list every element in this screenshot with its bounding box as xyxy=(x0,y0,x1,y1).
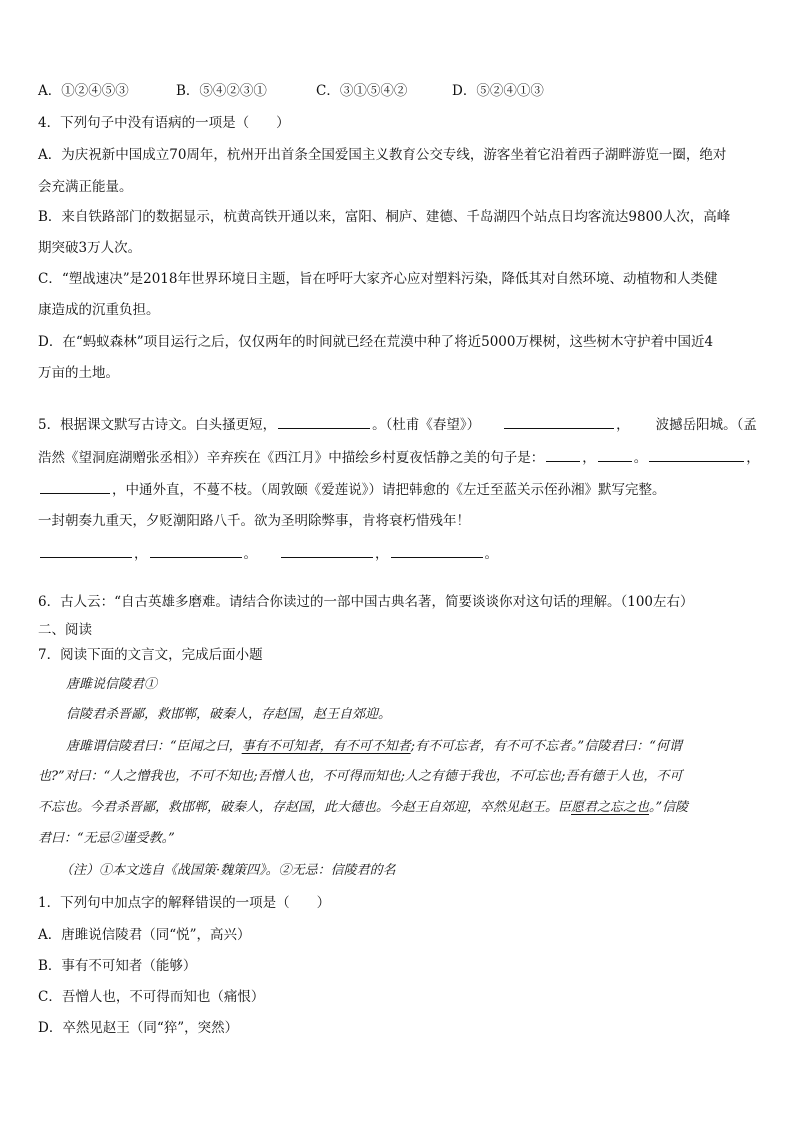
q7-notes: （注）①本文选自《战国策·魏策四》。②无忌：信陵君的名 xyxy=(60,863,396,878)
q5-blank-5[interactable] xyxy=(649,448,744,462)
section-2-heading: 二、阅读 xyxy=(38,622,92,638)
q5-punct-4: 。 xyxy=(484,546,498,562)
q5-blank-8[interactable] xyxy=(150,544,242,558)
q7-passage-p5: 君曰：“无忌②谨受教。” xyxy=(38,831,175,846)
q7-passage-title: 唐雎说信陵君① xyxy=(66,677,158,692)
q5-punct-2: 。 xyxy=(243,546,257,562)
q4-option-a-line1[interactable]: A．为庆祝新中国成立70周年，杭州开出首条全国爱国主义教育公交专线，游客坐着它沿着西子湖畔游览一圈，绝对 xyxy=(38,147,727,163)
q5-line2 xyxy=(38,448,758,467)
q5-line1 xyxy=(38,415,758,434)
q5-text-2b: ， xyxy=(582,450,596,466)
q4-option-b-line1[interactable]: B．来自铁路部门的数据显示，杭黄高铁开通以来，富阳、桐庐、建德、千岛湖四个站点日均客流达9800人次，高峰 xyxy=(38,209,731,225)
q5-blank-7[interactable] xyxy=(40,544,132,558)
sub1-option-c[interactable]: C．吾憎人也，不可得而知也（痛恨） xyxy=(38,989,265,1005)
q3-option-d[interactable]: D．⑤②④①③ xyxy=(452,83,544,99)
q5-punct-1: ， xyxy=(134,546,148,562)
q5-text-2a: 浩然《望洞庭湖赠张丞相》）辛弃疾在《西江月》中描绘乡村夏夜恬静之美的句子是： xyxy=(38,450,545,466)
q5-text-3a: ，中通外直，不蔓不枝。（周敦颐《爱莲说》）请把韩愈的《左迁至蓝关示侄孙湘》默写完整。 xyxy=(112,482,666,498)
q4-option-d-line1[interactable]: D．在“蚂蚁森林”项目运行之后，仅仅两年的时间就已经在荒漠中种了将近5000万棵树，这些树木守护着中国近4 xyxy=(38,334,714,350)
q7-p2-text-a: 唐雎谓信陵君曰：“臣闻之曰， xyxy=(66,739,242,754)
q4-option-b-line2: 期突破3万人次。 xyxy=(38,240,142,256)
q5-punct-3: ， xyxy=(375,546,389,562)
q7-stem: 7．阅读下面的文言文，完成后面小题 xyxy=(38,647,263,663)
q7-passage-p2 xyxy=(66,738,758,756)
q4-stem: 4．下列句子中没有语病的一项是（ ） xyxy=(38,115,290,131)
sub1-option-d[interactable]: D．卒然见赵王（同“猝”，突然） xyxy=(38,1020,239,1036)
q5-poem-line: 一封朝奏九重天，夕贬潮阳路八千。欲为圣明除弊事，肯将衰朽惜残年！ xyxy=(38,513,470,529)
q5-blank-2[interactable] xyxy=(504,415,614,429)
sub1-option-b[interactable]: B．事有不可知者（能够） xyxy=(38,958,197,974)
q5-text-1d: 波撼岳阳城。（孟 xyxy=(655,417,757,433)
sub1-option-a[interactable]: A．唐雎说信陵君（同“悦”，高兴） xyxy=(38,927,251,943)
q3-options xyxy=(38,82,758,100)
q4-option-d-line2: 万亩的土地。 xyxy=(38,365,119,381)
q5-line3 xyxy=(38,480,758,499)
q5-text-1b: 。（杜甫《春望》） xyxy=(372,417,481,433)
q7-p4-text-b: 。”信陵 xyxy=(649,800,689,815)
q7-p4-underlined: 愿君之忘之也 xyxy=(571,800,650,815)
sub1-stem: 1．下列句中加点字的解释错误的一项是（ ） xyxy=(38,895,331,911)
q3-option-b[interactable]: B．⑤④②③① xyxy=(176,83,267,99)
q5-blank-1[interactable] xyxy=(278,415,370,429)
q5-blank-6[interactable] xyxy=(40,480,110,494)
q3-option-a[interactable]: A．①②④⑤③ xyxy=(38,83,129,99)
q7-p2-text-b: ;有不可忘者，有不可不忘者。”信陵君曰：“何谓 xyxy=(410,739,682,754)
q7-p2-underlined: 事有不可知者，有不可不知者 xyxy=(241,739,411,754)
q5-blank-4[interactable] xyxy=(598,448,632,462)
q5-text-2c: 。 xyxy=(633,450,648,466)
q7-passage-p3: 也?”对曰：“人之憎我也，不可不知也;吾憎人也，不可得而知也;人之有德于我也，不可忘也;吾有德于人也，不可 xyxy=(38,769,683,784)
q5-line5 xyxy=(38,544,758,563)
q7-passage-p1: 信陵君杀晋鄙，救邯郸，破秦人，存赵国，赵王自郊迎。 xyxy=(66,707,392,722)
q5-blank-3[interactable] xyxy=(546,448,580,462)
q5-text-2d: ， xyxy=(746,450,760,466)
q6-stem: 6．古人云：“自古英雄多磨难。请结合你读过的一部中国古典名著，简要谈谈你对这句话的理解。（100左右） xyxy=(38,594,694,610)
q4-option-c-line1[interactable]: C．“塑战速决”是2018年世界环境日主题，旨在呼吁大家齐心应对塑料污染，降低其对自然环境、动植物和人类健 xyxy=(38,271,718,287)
q7-p4-text-a: 不忘也。今君杀晋鄙，救邯郸，破秦人，存赵国，此大德也。今赵王自郊迎，卒然见赵王。臣 xyxy=(38,800,572,815)
q5-text-1c: ， xyxy=(616,417,630,433)
q4-option-a-line2: 会充满正能量。 xyxy=(38,179,133,195)
q5-blank-10[interactable] xyxy=(391,544,483,558)
q4-option-c-line2: 康造成的沉重负担。 xyxy=(38,302,160,318)
q5-blank-9[interactable] xyxy=(281,544,373,558)
q3-option-c[interactable]: C．③①⑤④② xyxy=(316,83,408,99)
q7-passage-p4 xyxy=(38,799,758,817)
q5-text-1a: 5．根据课文默写古诗文。白头搔更短， xyxy=(38,417,277,433)
